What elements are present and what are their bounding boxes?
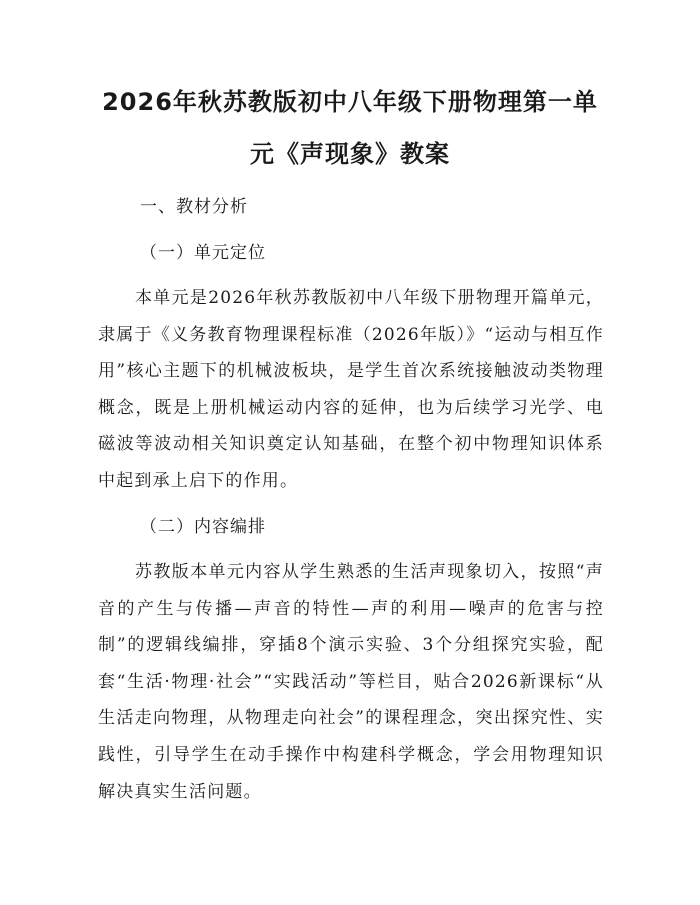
paragraph-content-arrangement: 苏教版本单元内容从学生熟悉的生活声现象切入，按照“声音的产生与传播—声音的特性—声的利用—噪声的危害与控制”的逻辑线编排，穿插8个演示实验、3个分组探究实验，配套“生活·物理·社会”“实践活动”等栏目，贴合2026新课标“从生活走向物理，从物理走向社会”的课程理念，突出探究性、实践性，引导学生在动手操作中构建科学概念，学会用物理知识解决真实生活问题。 (98, 562, 604, 802)
document-title: 2026年秋苏教版初中八年级下册物理第一单元《声现象》教案 (102, 88, 598, 168)
section-heading-textbook-analysis: 一、教材分析 (140, 197, 248, 217)
subsection-heading-unit-positioning: （一）单元定位 (140, 243, 266, 263)
subsection-heading-content-arrangement: （二）内容编排 (140, 517, 266, 537)
paragraph-unit-positioning: 本单元是2026年秋苏教版初中八年级下册物理开篇单元，隶属于《义务教育物理课程标准（2026年版）》“运动与相互作用”核心主题下的机械波板块，是学生首次系统接触波动类物理概念，既是上册机械运动内容的延伸，也为后续学习光学、电磁波等波动相关知识奠定认知基础，在整个初中物理知识体系中起到承上启下的作用。 (98, 288, 604, 491)
